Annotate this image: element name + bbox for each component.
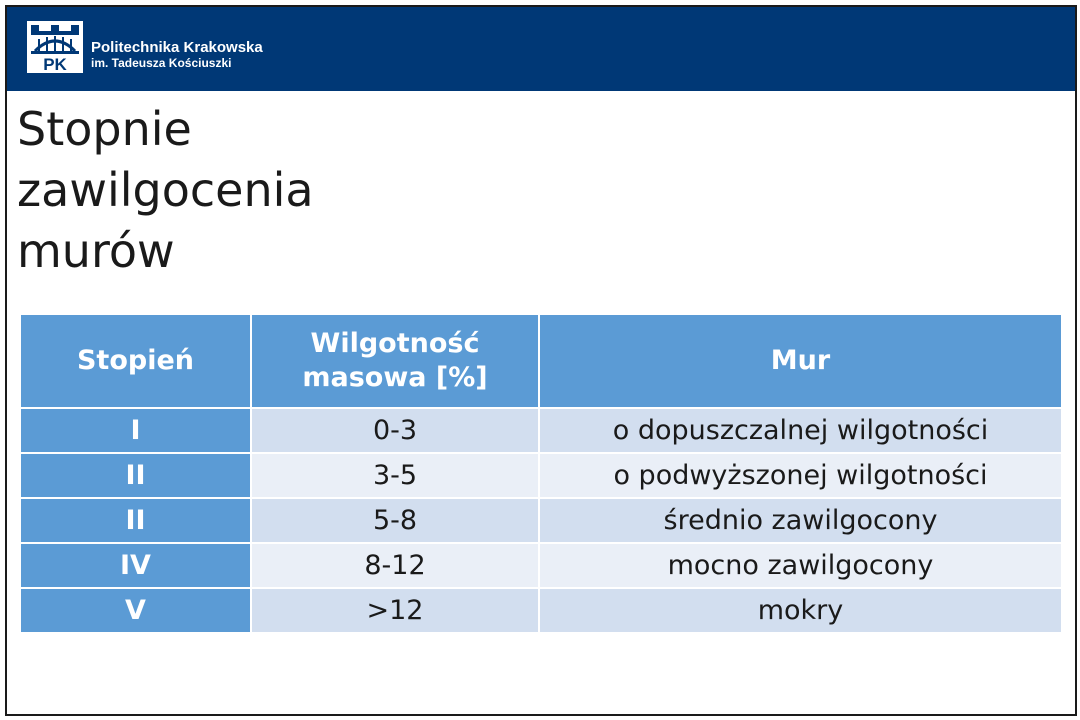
pk-logo-icon [27,21,83,73]
moisture-cell: >12 [251,588,539,633]
header-moisture-line1: Wilgotność [310,328,480,359]
header-bar [7,7,1075,91]
slide [5,5,1077,716]
table-row [20,498,1062,543]
wall-cell: średnio zawilgocony [539,498,1062,543]
table-row [20,408,1062,453]
table-row [20,453,1062,498]
moisture-cell: 3-5 [251,453,539,498]
degree-cell: I [20,408,251,453]
table-row [20,543,1062,588]
degree-cell: II [20,453,251,498]
wall-cell: mokry [539,588,1062,633]
title-line-3: murów [17,224,175,278]
logo-text: PK [43,55,67,73]
degree-cell: II [20,498,251,543]
header-moisture [251,314,539,408]
moisture-cell: 8-12 [251,543,539,588]
degree-cell: IV [20,543,251,588]
moisture-degree-table [19,313,1063,634]
wall-cell: o dopuszczalnej wilgotności [539,408,1062,453]
title-line-2: zawilgocenia [17,163,314,217]
header-wall: Mur [539,314,1062,408]
university-label [91,39,263,71]
header-moisture-line2: masowa [%] [302,362,488,393]
table-row [20,588,1062,633]
wall-cell: mocno zawilgocony [539,543,1062,588]
moisture-cell: 5-8 [251,498,539,543]
moisture-cell: 0-3 [251,408,539,453]
degree-cell: V [20,588,251,633]
slide-title [17,99,314,282]
title-line-1: Stopnie [17,102,192,156]
university-subtitle: im. Tadeusza Kościuszki [91,56,232,70]
table-header-row [20,314,1062,408]
wall-cell: o podwyższonej wilgotności [539,453,1062,498]
university-name: Politechnika Krakowska [91,39,263,56]
header-degree: Stopień [20,314,251,408]
